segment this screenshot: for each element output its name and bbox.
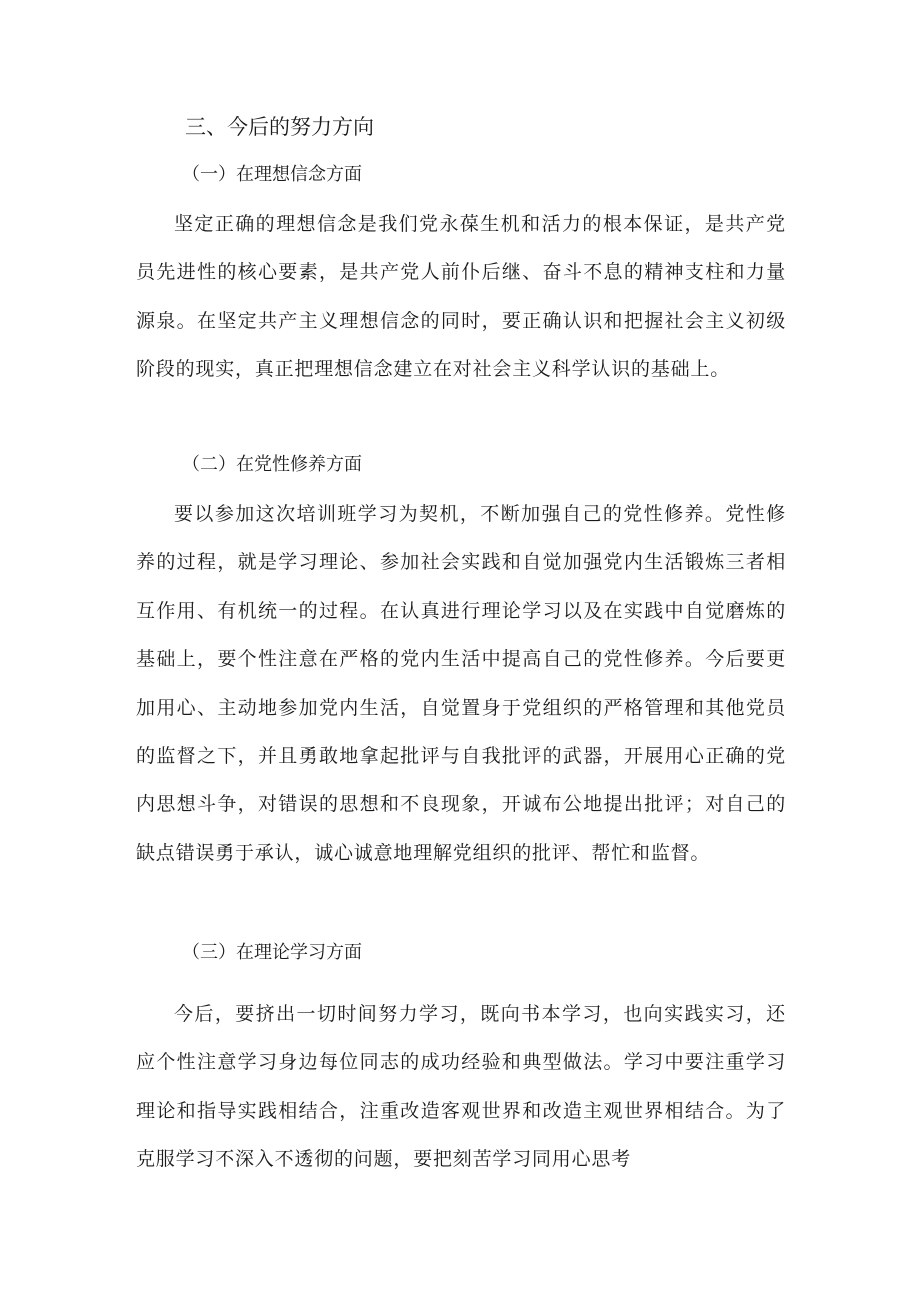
paragraph-theory-study: 今后，要挤出一切时间努力学习，既向书本学习，也向实践实习，还应个性注意学习身边每位同志的成功经验和典型做法。学习中要注重学习理论和指导实践相结合，注重改造客观世界和改造主观世界相结合。为了克服学习不深入不透彻的问题，要把刻苦学习同用心思考 [136, 1003, 786, 1171]
subsection-title-theory-study: （三）在理论学习方面 [182, 942, 362, 963]
paragraph-party-spirit: 要以参加这次培训班学习为契机，不断加强自己的党性修养。党性修养的过程，就是学习理论、参加社会实践和自觉加强党内生活锻炼三者相互作用、有机统一的过程。在认真进行理论学习以及在实践中自觉磨炼的基础上，要个性注意在严格的党内生活中提高自己的党性修养。今后要更加用心、主动地参加党内生活，自觉置身于党组织的严格管理和其他党员的监督之下，并且勇敢地拿起批评与自我批评的武器，开展用心正确的党内思想斗争，对错误的思想和不良现象，开诚布公地提出批评；对自己的缺点错误勇于承认，诚心诚意地理解党组织的批评、帮忙和监督。 [136, 503, 786, 864]
section-heading: 三、今后的努力方向 [185, 115, 374, 139]
paragraph-ideals: 坚定正确的理想信念是我们党永葆生机和活力的根本保证，是共产党员先进性的核心要素，是共产党人前仆后继、奋斗不息的精神支柱和力量源泉。在坚定共产主义理想信念的同时，要正确认识和把握社会主义初级阶段的现实，真正把理想信念建立在对社会主义科学认识的基础上。 [136, 213, 786, 381]
subsection-title-party-spirit: （二）在党性修养方面 [182, 454, 362, 475]
subsection-title-ideals: （一）在理想信念方面 [182, 164, 362, 185]
